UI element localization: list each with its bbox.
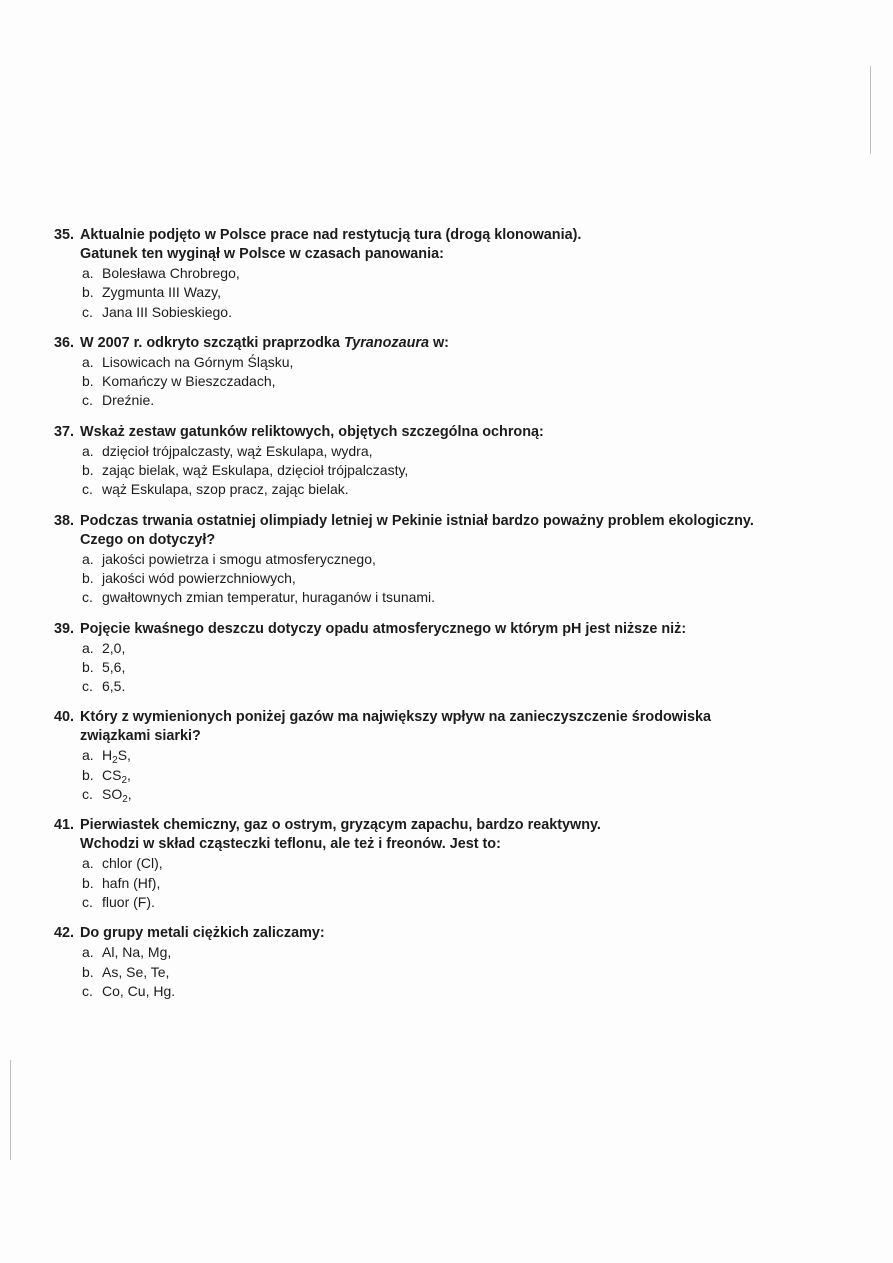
answer-options	[54, 550, 854, 608]
question-text: Pierwiastek chemiczny, gaz o ostrym, gryzącym zapachu, bardzo reaktywny.	[80, 817, 601, 834]
question-35	[54, 226, 854, 322]
chemical-formula: $CS_2$,	[102, 766, 131, 786]
question-number: 40.	[54, 709, 75, 726]
question-number: 39.	[54, 620, 75, 637]
scan-edge-line-left	[10, 1060, 11, 1160]
question-text: W 2007 r. odkryto szczątki praprzodka	[80, 334, 340, 351]
answer-option-b[interactable]: b. zając bielak, wąż Eskulapa, dzięcioł trójpalczasty,	[82, 462, 409, 479]
answer-option-c[interactable]: c. gwałtownych zmian temperatur, huraganów i tsunami.	[82, 589, 436, 606]
answer-option-b[interactable]: b. Komańczy w Bieszczadach,	[82, 373, 276, 390]
question-42	[54, 924, 854, 1001]
italic-term: Tyranozaura	[343, 334, 429, 351]
answer-option-c[interactable]: c. 6,5.	[82, 678, 126, 695]
question-text: Czego on dotyczył?	[80, 531, 216, 548]
question-38	[54, 512, 854, 608]
answer-option-a[interactable]: a. Bolesława Chrobrego,	[82, 265, 240, 281]
answer-option-c[interactable]: c. Jana III Sobieskiego.	[82, 303, 232, 320]
question-text: Gatunek ten wyginął w Polsce w czasach panowania:	[80, 246, 444, 262]
answer-option-b[interactable]: b. $CS_2$,	[82, 766, 131, 786]
question-text: Do grupy metali ciężkich zaliczamy:	[80, 925, 325, 942]
question-number: 38.	[54, 512, 75, 529]
question-number: 35.	[54, 227, 75, 243]
answer-option-b[interactable]: b. hafn (Hf),	[82, 874, 161, 891]
answer-option-c[interactable]: c. Co, Cu, Hg.	[82, 982, 176, 999]
question-36: 36. W 2007 r. odkryto szczątki praprzodka Tyranozaura w: a. Lisowicach na Górnym Śląsku, b. Komańczy w Bieszczadach, c. Dreźnie.	[54, 334, 854, 411]
answer-options	[54, 353, 854, 411]
question-40	[54, 708, 854, 804]
question-number: 41.	[54, 817, 75, 834]
answer-options	[54, 442, 854, 500]
chemical-formula: $H_2S$,	[102, 747, 131, 767]
question-number: 42.	[54, 925, 75, 942]
question-number: 36.	[54, 334, 75, 351]
answer-option-c[interactable]: c. $SO_2$,	[82, 786, 132, 806]
question-number: 37.	[54, 423, 75, 440]
answer-option-b[interactable]: b. jakości wód powierzchniowych,	[82, 569, 296, 586]
answer-option-b[interactable]: b. As, Se, Te,	[82, 963, 170, 980]
answer-option-a[interactable]: a. chlor (Cl),	[82, 855, 163, 872]
answer-option-c[interactable]: c. Dreźnie.	[82, 392, 155, 409]
answer-option-a[interactable]: a. $H_2S$,	[82, 747, 131, 767]
answer-option-c[interactable]: c. fluor (F).	[82, 893, 155, 910]
question-39	[54, 620, 854, 697]
answer-option-a[interactable]: a. Lisowicach na Górnym Śląsku,	[82, 353, 294, 370]
question-text: związkami siarki?	[80, 728, 201, 745]
question-text: Podczas trwania ostatniej olimpiady letniej w Pekinie istniał bardzo poważny problem ekologiczny.	[80, 512, 754, 529]
question-text: Który z wymienionych poniżej gazów ma największy wpływ na zanieczyszczenie środowiska	[80, 709, 711, 726]
answer-option-b[interactable]: b. 5,6,	[82, 658, 126, 675]
answer-options	[54, 746, 854, 804]
answer-options	[54, 264, 854, 322]
question-list	[54, 226, 854, 1013]
answer-options	[54, 639, 854, 697]
question-41	[54, 816, 854, 912]
scan-edge-line-right	[870, 66, 871, 154]
question-text: Wchodzi w skład cząsteczki teflonu, ale też i freonów. Jest to:	[80, 836, 501, 853]
question-text: Aktualnie podjęto w Polsce prace nad restytucją tura (drogą klonowania).	[80, 227, 582, 243]
question-text: Wskaż zestaw gatunków reliktowych, objętych szczególna ochroną:	[80, 423, 544, 440]
answer-option-a[interactable]: a. 2,0,	[82, 639, 126, 656]
answer-options	[54, 854, 854, 912]
question-37	[54, 423, 854, 500]
question-text: Pojęcie kwaśnego deszczu dotyczy opadu atmosferycznego w którym pH jest niższe niż:	[80, 620, 687, 637]
answer-option-a[interactable]: a. jakości powietrza i smogu atmosferycznego,	[82, 550, 376, 567]
chemical-formula: $SO_2$,	[102, 786, 132, 806]
answer-option-b[interactable]: b. Zygmunta III Wazy,	[82, 284, 222, 301]
answer-option-c[interactable]: c. wąż Eskulapa, szop pracz, zając bielak.	[82, 481, 349, 498]
answer-option-a[interactable]: a. dzięcioł trójpalczasty, wąż Eskulapa, wydra,	[82, 442, 373, 459]
answer-options	[54, 943, 854, 1001]
answer-option-a[interactable]: a. Al, Na, Mg,	[82, 944, 172, 961]
